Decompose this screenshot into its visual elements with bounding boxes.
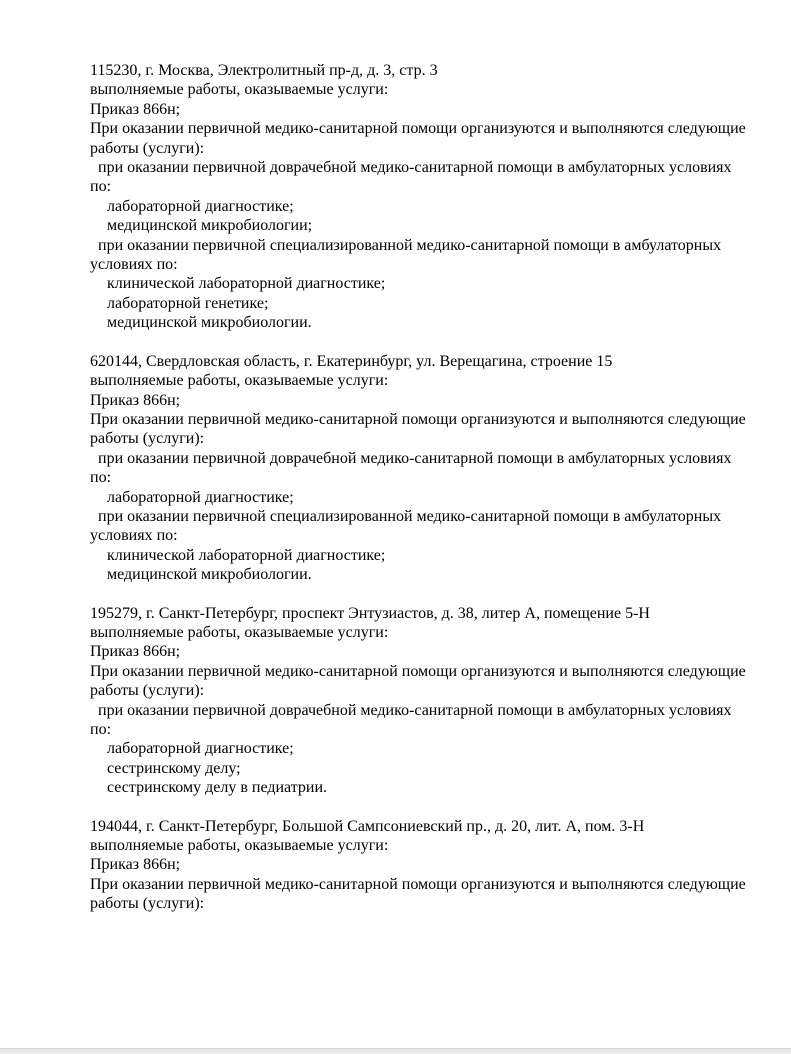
document-line: медицинской микробиологии. [107,566,312,584]
document-line: при оказании первичной специализированной медико-санитарной помощи в амбулаторных [98,236,722,254]
document-body [90,61,751,914]
document-line: медицинской микробиологии; [107,217,313,235]
document-line: при оказании первичной доврачебной медико-санитарной помощи в амбулаторных условиях [98,701,732,719]
document-line: Приказ 866н; [90,856,181,874]
document-line: работы (услуги): [90,895,205,913]
document-line: лабораторной диагностике; [107,488,294,506]
document-line: условиях по: [90,527,178,545]
document-line: Приказ 866н; [90,391,181,409]
document-line: медицинской микробиологии. [107,314,312,332]
address-line: 194044, г. Санкт-Петербург, Большой Сампсониевский пр., д. 20, лит. А, пом. 3-Н [90,817,645,835]
document-line: При оказании первичной медико-санитарной помощи организуются и выполняются следующие [90,662,746,680]
document-line: клинической лабораторной диагностике; [107,546,386,564]
document-line: сестринскому делу; [107,759,241,777]
document-line: условиях по: [90,256,178,274]
license-location-block [90,352,751,585]
address-line: 620144, Свердловская область, г. Екатеринбург, ул. Верещагина, строение 15 [90,352,613,370]
document-line: лабораторной диагностике; [107,740,294,758]
document-line: работы (услуги): [90,139,205,157]
document-line: выполняемые работы, оказываемые услуги: [90,623,389,641]
document-line: выполняемые работы, оказываемые услуги: [90,81,389,99]
document-line: при оказании первичной доврачебной медико-санитарной помощи в амбулаторных условиях [98,159,732,177]
license-location-block [90,61,751,333]
document-line: сестринскому делу в педиатрии. [107,779,328,797]
document-line: по: [90,469,112,487]
document-line: работы (услуги): [90,430,205,448]
document-line: при оказании первичной доврачебной медико-санитарной помощи в амбулаторных условиях [98,449,732,467]
document-line: при оказании первичной специализированной медико-санитарной помощи в амбулаторных [98,507,722,525]
document-line: лабораторной диагностике; [107,197,294,215]
document-line: При оказании первичной медико-санитарной помощи организуются и выполняются следующие [90,875,746,893]
bottom-edge-bar [0,1048,791,1054]
document-line: выполняемые работы, оказываемые услуги: [90,372,389,390]
document-line: клинической лабораторной диагностике; [107,275,386,293]
document-line: по: [90,178,112,196]
document-line: При оказании первичной медико-санитарной помощи организуются и выполняются следующие [90,120,746,138]
license-location-block [90,817,751,914]
address-line: 195279, г. Санкт-Петербург, проспект Энтузиастов, д. 38, литер А, помещение 5-Н [90,604,650,622]
document-line: Приказ 866н; [90,643,181,661]
document-line: по: [90,721,112,738]
license-location-block [90,604,751,798]
document-line: При оказании первичной медико-санитарной помощи организуются и выполняются следующие [90,410,746,428]
document-line: лабораторной генетике; [107,294,269,312]
document-line: работы (услуги): [90,682,205,700]
address-line: 115230, г. Москва, Электролитный пр-д, д. 3, стр. 3 [90,62,438,79]
document-line: выполняемые работы, оказываемые услуги: [90,837,389,855]
document-line: Приказ 866н; [90,100,181,118]
